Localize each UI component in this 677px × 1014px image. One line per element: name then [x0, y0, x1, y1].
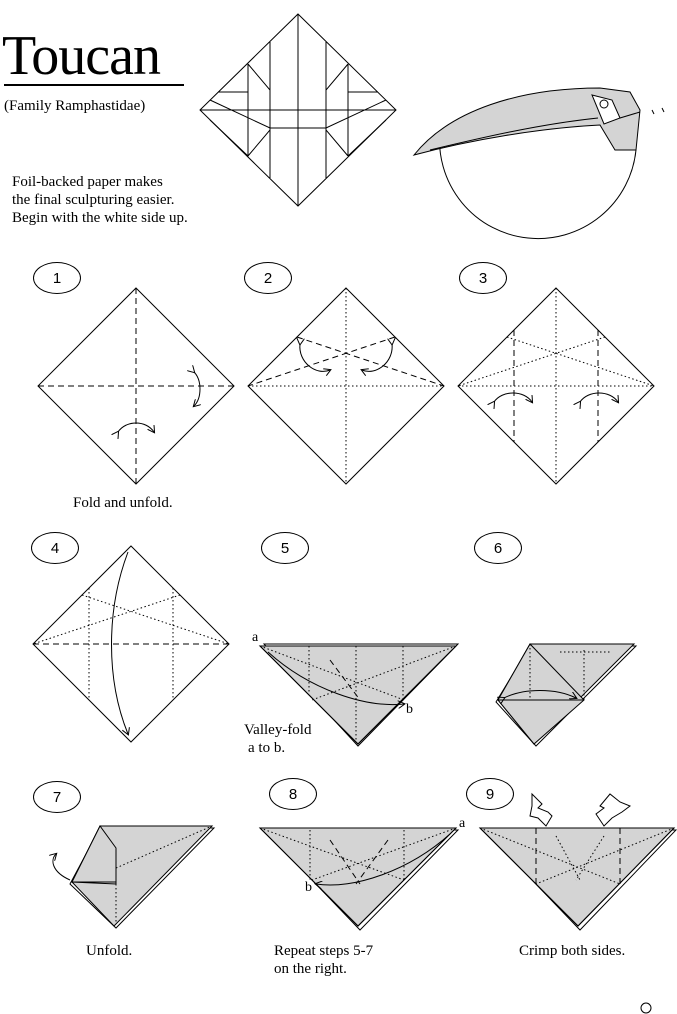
step-9-number: 9	[466, 778, 514, 810]
step-4-number: 4	[31, 532, 79, 564]
step-8-caption	[274, 942, 373, 978]
step-1-caption: Fold and unfold.	[73, 495, 173, 511]
step-5-caption	[244, 721, 311, 757]
step-5-point-b: b	[406, 702, 413, 717]
step-7-diagram	[53, 826, 214, 928]
finished-toucan	[414, 88, 664, 239]
step-3-diagram	[458, 288, 654, 484]
step-8-point-a: a	[459, 816, 466, 831]
step-5-caption-line-2: a to b.	[248, 740, 286, 756]
step-6-diagram	[496, 644, 636, 746]
step-4-diagram	[33, 546, 229, 742]
step-8-point-b: b	[305, 880, 312, 895]
step-9-caption: Crimp both sides.	[519, 943, 626, 959]
intro-line-2: the final sculpturing easier.	[12, 192, 175, 208]
page-title: Toucan	[2, 25, 161, 87]
step-2-diagram	[248, 288, 444, 484]
step-8-caption-line-1: Repeat steps 5-7	[274, 943, 374, 959]
step-8-caption-line-2: on the right.	[274, 961, 347, 977]
step-1-number: 1	[33, 262, 81, 294]
push-arrow-left	[530, 794, 552, 826]
step-6-number: 6	[474, 532, 522, 564]
step-8-number: 8	[269, 778, 317, 810]
crease-pattern	[200, 14, 396, 206]
step-7-number: 7	[33, 781, 81, 813]
step-3-number: 3	[459, 262, 507, 294]
step-7-caption: Unfold.	[86, 943, 133, 959]
step-8-diagram	[260, 828, 458, 930]
intro-line-3: Begin with the white side up.	[12, 210, 188, 226]
page-subtitle: (Family Ramphastidae)	[4, 98, 146, 114]
step-1-diagram	[38, 288, 234, 484]
push-arrow-right	[596, 794, 630, 826]
step-9-diagram	[480, 794, 676, 930]
step-5-point-a: a	[252, 630, 259, 645]
page-mark	[641, 1003, 651, 1013]
intro-line-1: Foil-backed paper makes	[12, 174, 163, 190]
step-2-number: 2	[244, 262, 292, 294]
step-5-caption-line-1: Valley-fold	[244, 722, 312, 738]
step-5-number: 5	[261, 532, 309, 564]
